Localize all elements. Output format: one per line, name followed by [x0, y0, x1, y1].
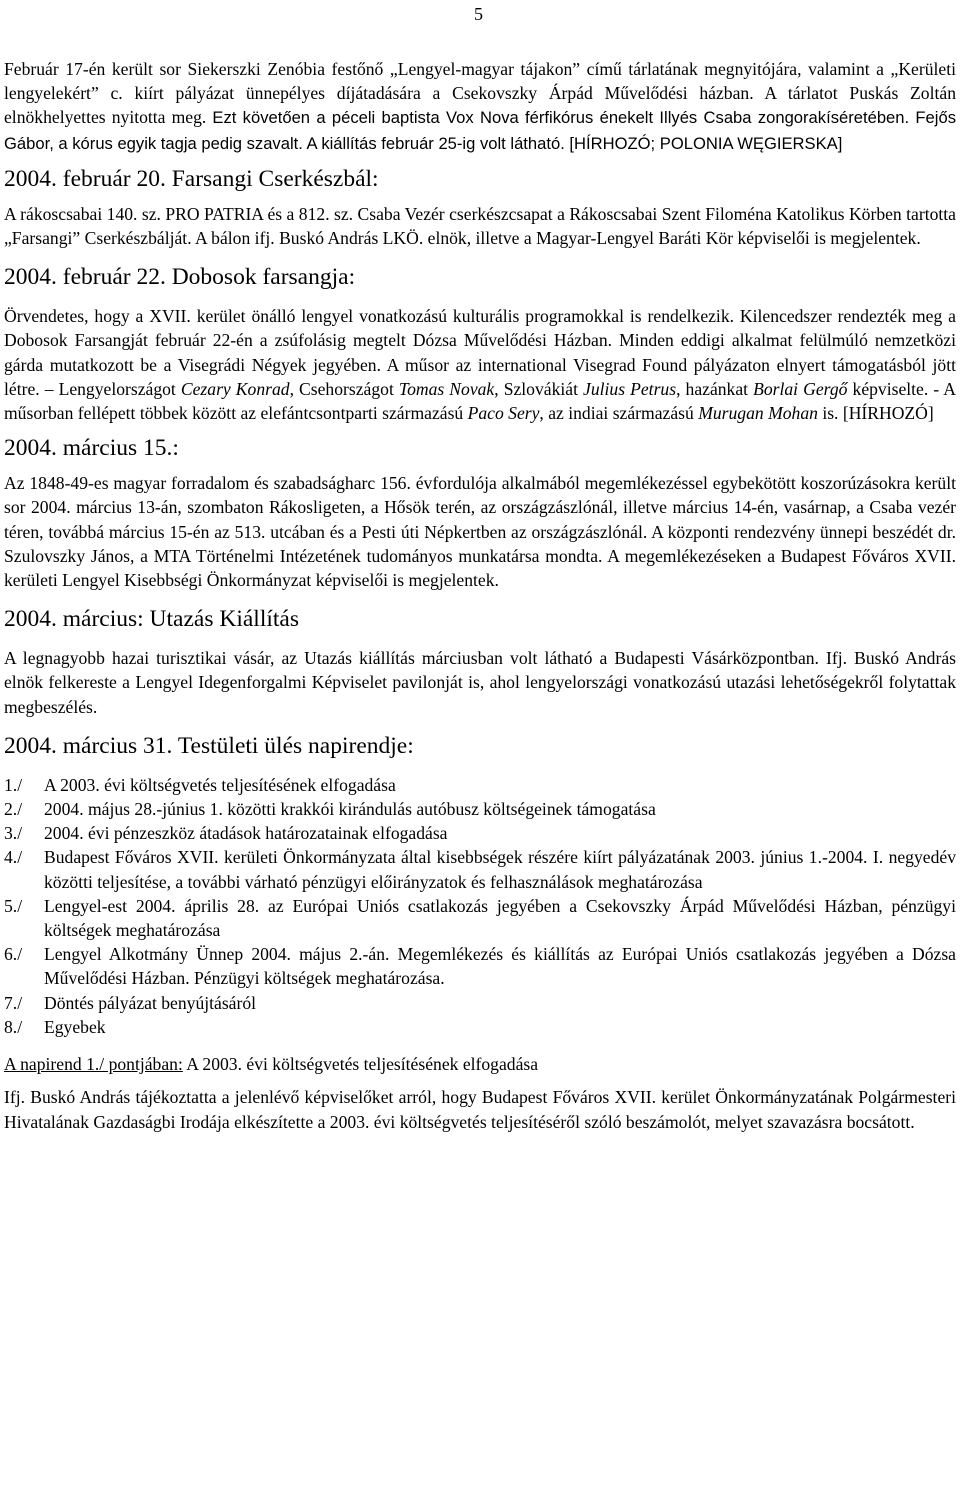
dobosok-text-7: is. [HÍRHOZÓ]	[817, 403, 934, 424]
agenda-item-1-label: A napirend 1./ pontjában:	[4, 1054, 183, 1075]
heading-testuleti-ules: 2004. március 31. Testületi ülés napirendje:	[4, 732, 414, 759]
intro-text-part1: Február 17-én került sor Siekerszki Zenóbia festőnő „Lengyel-magyar tájakon” című tárlatának megnyitójára, valamint a „Kerületi lengyelekért” c. kiírt pályázat ünnepélyes díjátadására a Csekovszky Árpád Művelődési házban. A tárlatot Puskás Zoltán elnökhelyettes nyitotta meg.	[4, 59, 956, 128]
agenda-list	[4, 773, 956, 1039]
dobosok-text-4: , hazánkat	[676, 378, 754, 399]
paragraph-utazas: A legnagyobb hazai turisztikai vásár, az Utazás kiállítás márciusban volt látható a Budapesti Vásárközpontban. Ifj. Buskó András elnök felkereste a Lengyel Idegenforgalmi Képviselet pavilonját is, ahol lengyelországi vonatkozású utazási lehetőségekről folytattak megbeszélés.	[4, 648, 956, 717]
paragraph-agenda-item-1: Ifj. Buskó András tájékoztatta a jelenlévő képviselőket arról, hogy Budapest Főváros XVII. kerület Önkormányzatának Polgármesteri Hivatalának Gazdaságbi Irodája elkészítette a 2003. évi költségvetés teljesítéséről szóló beszámolót, melyet szavazásra bocsátott.	[4, 1087, 956, 1132]
agenda-item-1-heading	[4, 1052, 956, 1076]
paragraph-cserkeszbal: A rákoscsabai 140. sz. PRO PATRIA és a 812. sz. Csaba Vezér cserkészcsapat a Rákoscsabai Szent Filoména Katolikus Körben tartotta „Farsangi” Cserkészbálját. A bálon ifj. Buskó András LKÖ. elnök, illetve a Magyar-Lengyel Baráti Kör képviselői is megjelentek.	[4, 203, 956, 249]
performer-name: Borlai Gergő	[753, 378, 848, 399]
heading-dobosok-farsangja: 2004. február 22. Dobosok farsangja:	[4, 264, 356, 291]
agenda-item-text: Lengyel Alkotmány Ünnep 2004. május 2.-án. Megemlékezés és kiállítás az Európai Uniós csatlakozás jegyében a Dózsa Művelődési Házban. Pénzügyi költségek meghatározása.	[44, 944, 956, 989]
heading-marcius-15: 2004. március 15.:	[4, 435, 179, 462]
agenda-item	[4, 845, 956, 893]
heading-farsangi-cserkeszbal: 2004. február 20. Farsangi Cserkészbál:	[4, 165, 379, 192]
agenda-item-number: 8./	[4, 1016, 23, 1037]
agenda-item	[4, 991, 956, 1015]
heading-utazas-kiallitas: 2004. március: Utazás Kiállítás	[4, 606, 299, 633]
performer-name: Murugan Mohan	[698, 403, 818, 424]
intro-paragraph	[4, 57, 956, 156]
agenda-item-number: 6./	[4, 944, 23, 965]
dobosok-text-5: képviselte. - A műsorban fellépett többek között az elefántcsontparti származású	[4, 378, 956, 424]
dobosok-text-6: , az indiai származású	[539, 403, 699, 424]
dobosok-text-2: , Csehországot	[289, 378, 399, 399]
agenda-item-text: 2004. évi pénzeszköz átadások határozatainak elfogadása	[44, 823, 448, 844]
performer-name: Julius Petrus	[583, 378, 677, 399]
agenda-item-number: 3./	[4, 823, 23, 844]
paragraph-dobosok	[4, 304, 956, 425]
agenda-item-text: Budapest Főváros XVII. kerületi Önkormányzata által kisebbségek részére kiírt pályázatának 2003. június 1.-2004. I. negyedév közötti teljesítése, a további várható pénzügyi előirányzatok és felhasználások meghatározása	[44, 847, 956, 892]
page-number: 5	[474, 4, 483, 24]
agenda-item-text: Döntés pályázat benyújtásáról	[44, 992, 257, 1013]
agenda-item	[4, 821, 956, 845]
agenda-item	[4, 1015, 956, 1039]
agenda-item-number: 1./	[4, 774, 23, 795]
intro-text-part2: Ezt követően a péceli baptista Vox Nova férfikórus énekelt Illyés Csaba zongorakíséretében. Fejős Gábor, a kórus egyik tagja pedig szavalt. A kiállítás február 25-ig volt látható. [HÍRHOZÓ; POLONIA WĘGIERSKA]	[4, 108, 957, 153]
paragraph-marcius-15: Az 1848-49-es magyar forradalom és szabadságharc 156. évfordulója alkalmából megemlékezéssel egybekötött koszorúzásokra került sor 2004. március 13-án, szombaton Rákosligeten, a Hősök terén, az országzászlónál, illetve március 14-én, vasárnap, a Csaba vezér téren, továbbá március 15-én az 513. utcában és a Pesti úti Népkertben az országzászlónál. A központi rendezvény ünnepi beszédét dr. Szulovszky János, a MTA Történelmi Intézetének tudományos munkatársa mondta. A megemlékezéseken a Budapest Főváros XVII. kerületi Lengyel Kisebbségi Önkormányzat képviselői is megjelentek.	[4, 473, 956, 591]
agenda-item-1-title: A 2003. évi költségvetés teljesítésének elfogadása	[182, 1054, 539, 1075]
agenda-item-text: Lengyel-est 2004. április 28. az Európai Uniós csatlakozás jegyében a Csekovszky Árpád Művelődési Házban, pénzügyi költségek meghatározása	[44, 895, 956, 941]
dobosok-text-1: Örvendetes, hogy a XVII. kerület önálló lengyel vonatkozású kulturális programokkal is rendelkezik. Kilencedszer rendezték meg a Dobosok Farsangját február 22-én a zsúfolásig megtelt Dózsa Művelődési Házban. Minden eddigi alkalmat felülmúló nemzetközi gárda mutatkozott be a Visegrádi Négyek jegyében. A műsor az international Visegrad Found pályázaton elnyert támogatásból jött létre. – Lengyelországot	[4, 306, 956, 399]
agenda-item-text: Egyebek	[44, 1016, 106, 1037]
agenda-item-text: 2004. május 28.-június 1. közötti krakkói kirándulás autóbusz költségeinek támogatása	[44, 799, 656, 820]
agenda-item	[4, 894, 956, 942]
dobosok-text-3: , Szlovákiát	[494, 378, 584, 399]
agenda-item-text: A 2003. évi költségvetés teljesítésének elfogadása	[44, 774, 396, 795]
agenda-item	[4, 942, 956, 990]
performer-name: Paco Sery	[467, 403, 540, 424]
agenda-item	[4, 773, 956, 797]
agenda-item	[4, 797, 956, 821]
agenda-item-number: 2./	[4, 799, 23, 820]
performer-name: Tomas Novak	[398, 378, 495, 399]
agenda-item-number: 7./	[4, 992, 23, 1013]
agenda-item-number: 5./	[4, 895, 23, 916]
performer-name: Cezary Konrad	[180, 378, 290, 399]
agenda-item-number: 4./	[4, 847, 23, 868]
